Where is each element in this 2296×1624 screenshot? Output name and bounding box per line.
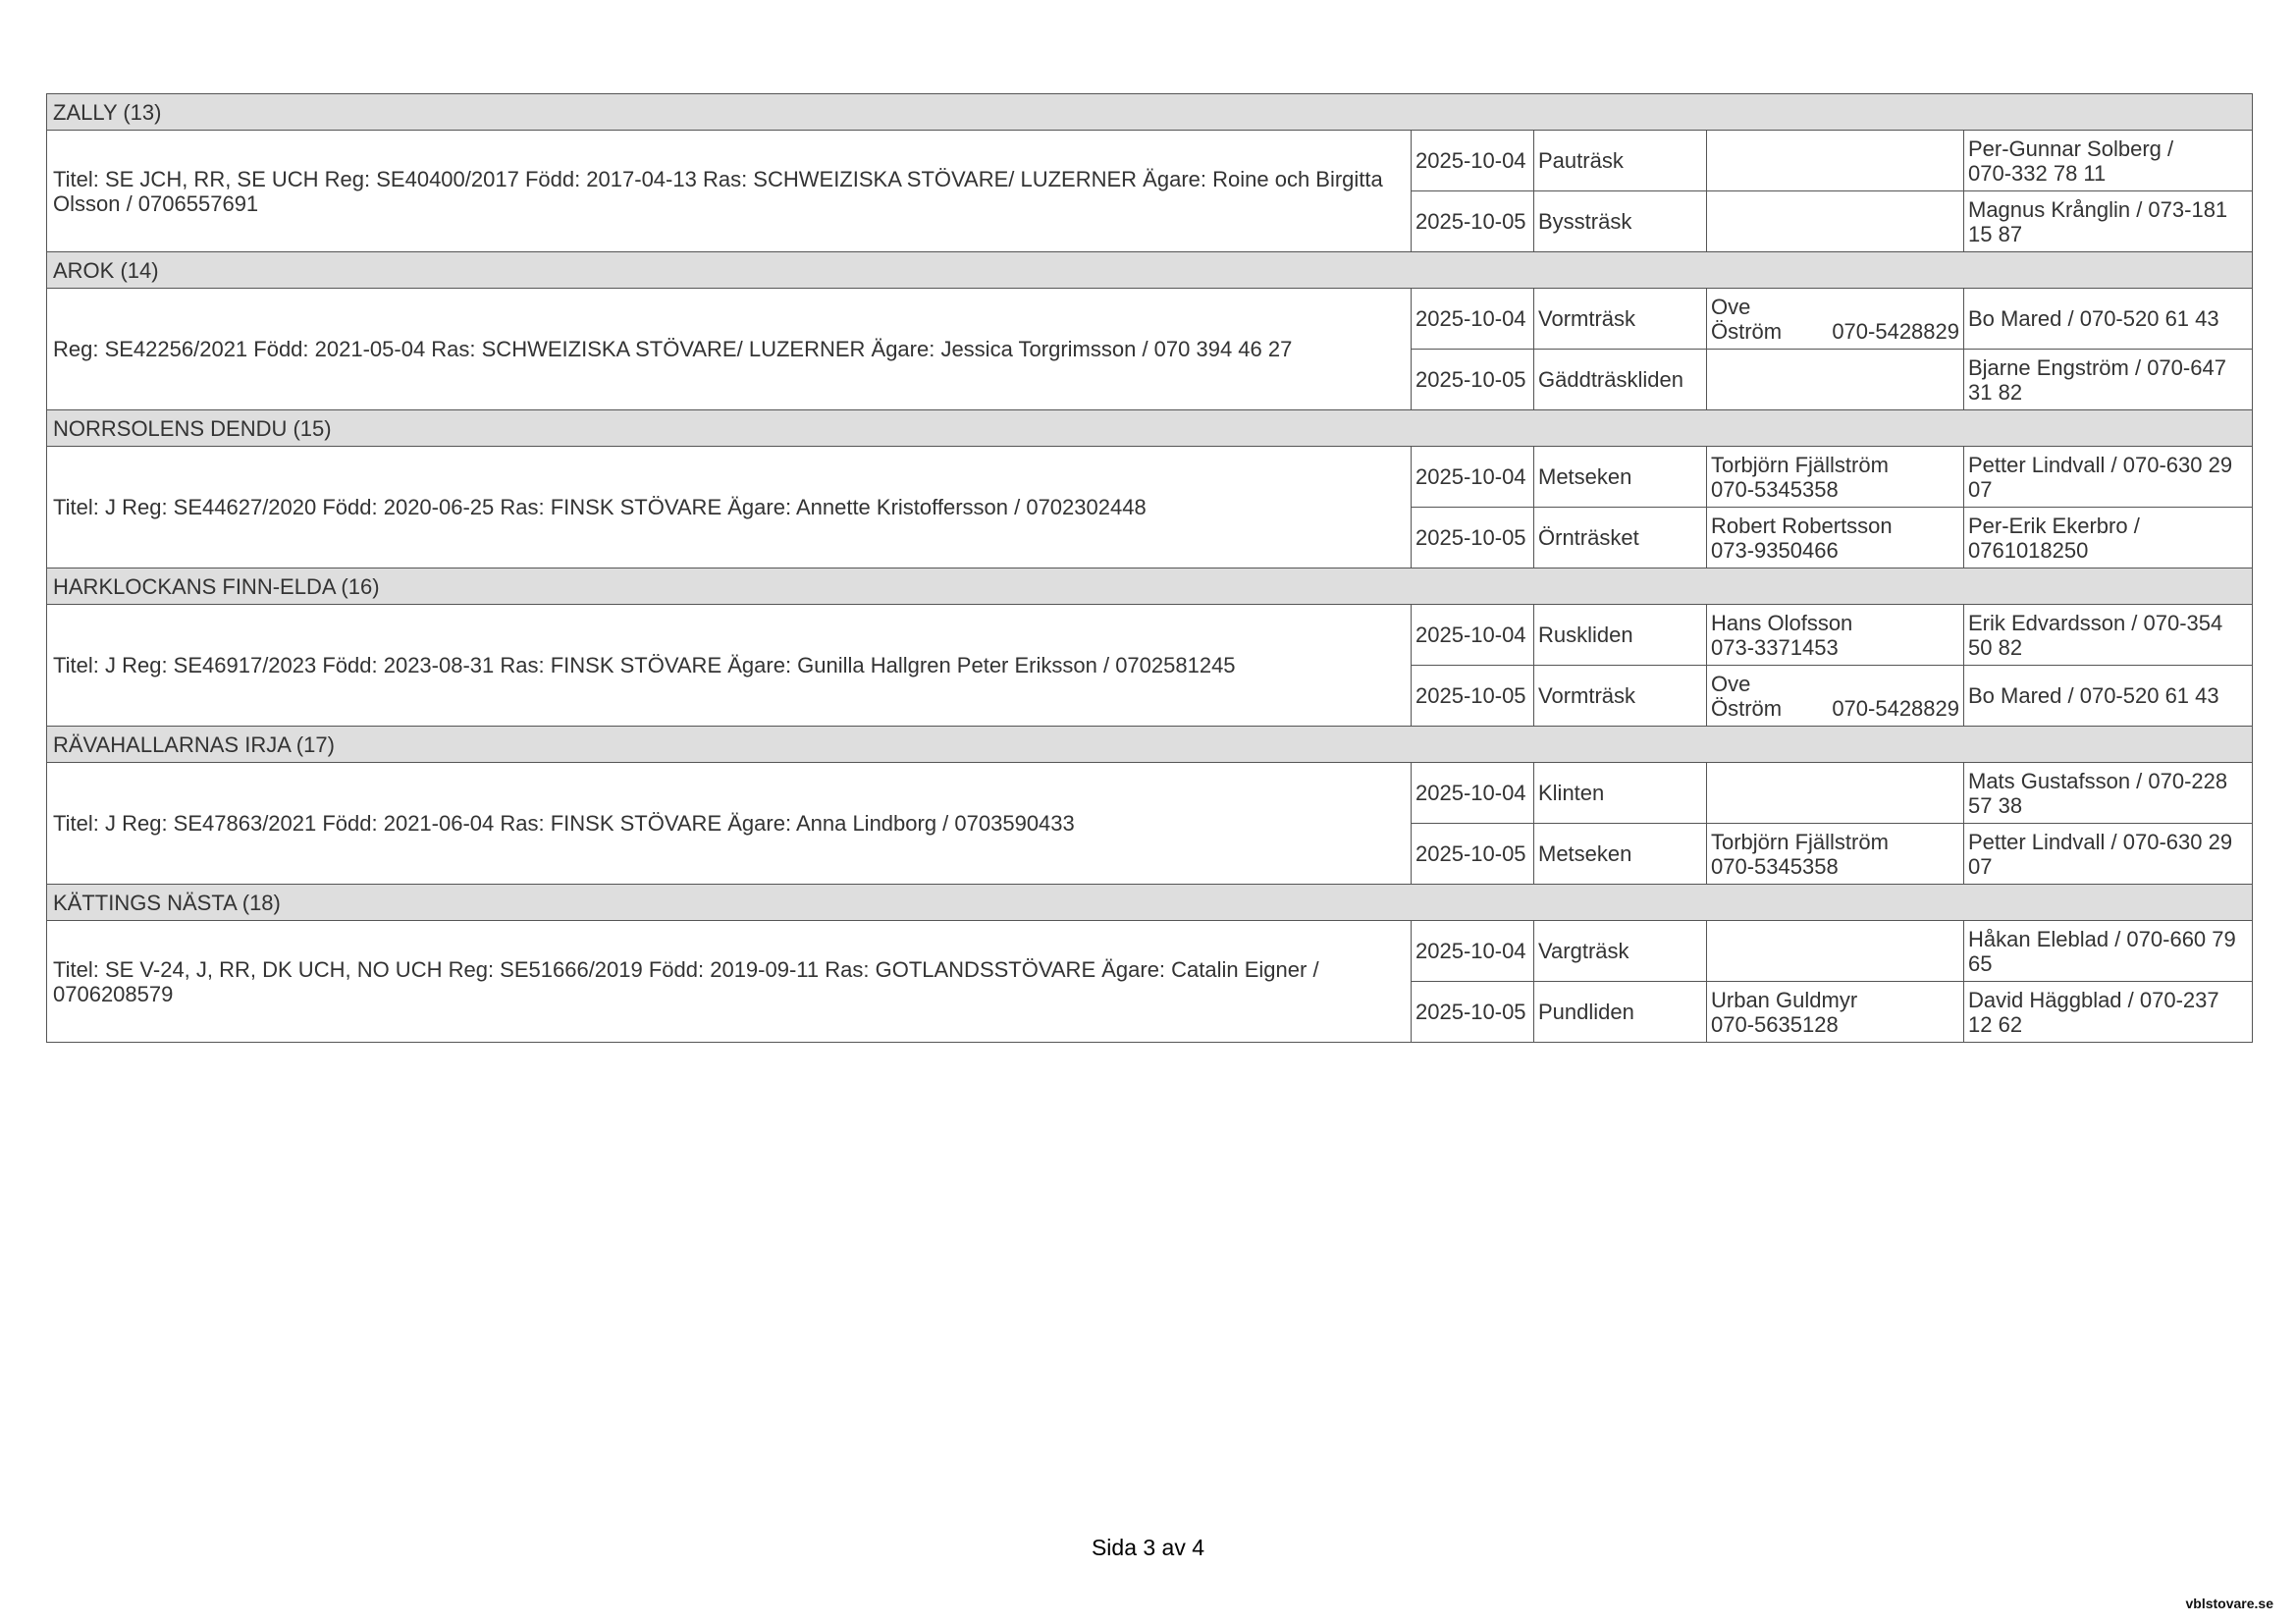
trial-row: [47, 605, 2253, 666]
judge-cell: [1707, 921, 1964, 982]
judge-cell: [1707, 982, 1964, 1043]
contact-cell: [1964, 605, 2253, 666]
contact-cell: [1964, 763, 2253, 824]
trial-date: 2025-10-05: [1412, 982, 1534, 1043]
judge-name: Robert Robertsson: [1711, 513, 1893, 538]
contact-line: 15 87: [1968, 221, 2023, 246]
contact-line: 0761018250: [1968, 537, 2089, 563]
judge-phone: 070-5428829: [1832, 695, 1959, 721]
contact-line: 07: [1968, 853, 1993, 879]
dog-name-heading: NORRSOLENS DENDU (15): [47, 410, 2253, 447]
trial-date: 2025-10-04: [1412, 763, 1534, 824]
dog-header-row: [47, 94, 2253, 131]
dog-name-heading: RÄVAHALLARNAS IRJA (17): [47, 727, 2253, 763]
dog-header-row: [47, 727, 2253, 763]
judge-cell: [1707, 289, 1964, 350]
trial-date: 2025-10-04: [1412, 289, 1534, 350]
dog-name-heading: KÄTTINGS NÄSTA (18): [47, 885, 2253, 921]
judge-cell: [1707, 605, 1964, 666]
judge-phone: 070-5428829: [1832, 318, 1959, 344]
trial-place: Klinten: [1534, 763, 1707, 824]
contact-line: Mats Gustafsson / 070-228: [1968, 768, 2228, 793]
contact-line: 070-332 78 11: [1968, 160, 2107, 186]
judge-phone: 070-5345358: [1711, 476, 1839, 502]
trial-place: Vargträsk: [1534, 921, 1707, 982]
trial-date: 2025-10-05: [1412, 666, 1534, 727]
dog-header-row: [47, 885, 2253, 921]
page-number: Sida 3 av 4: [1091, 1535, 1205, 1560]
trial-place: Metseken: [1534, 824, 1707, 885]
contact-cell: [1964, 447, 2253, 508]
judge-cell: [1707, 666, 1964, 727]
contact-line: Per-Gunnar Solberg /: [1968, 135, 2174, 161]
dog-info-cell: Titel: J Reg: SE47863/2021 Född: 2021-06-04 Ras: FINSK STÖVARE Ägare: Anna Lindborg / 0703590433: [47, 763, 1412, 885]
judge-name: Urban Guldmyr: [1711, 987, 1858, 1012]
contact-line: Petter Lindvall / 070-630 29: [1968, 452, 2233, 477]
trial-date: 2025-10-05: [1412, 350, 1534, 410]
dog-name-heading: HARKLOCKANS FINN-ELDA (16): [47, 568, 2253, 605]
contact-line: 57 38: [1968, 792, 2023, 818]
trial-date: 2025-10-04: [1412, 921, 1534, 982]
site-watermark: vblstovare.se: [2185, 1596, 2273, 1611]
judge-surname-phone-line: [1711, 696, 1959, 721]
judge-surname-phone-line: [1711, 319, 1959, 344]
judge-last-name: Öström: [1711, 695, 1783, 721]
judge-first-name: Ove: [1711, 294, 1751, 319]
trial-date: 2025-10-04: [1412, 131, 1534, 191]
dog-info-cell: Titel: J Reg: SE44627/2020 Född: 2020-06-25 Ras: FINSK STÖVARE Ägare: Annette Kristoffersson / 0702302448: [47, 447, 1412, 568]
judge-name: Torbjörn Fjällström: [1711, 452, 1889, 477]
contact-line: 12 62: [1968, 1011, 2023, 1037]
judge-phone: 073-9350466: [1711, 537, 1839, 563]
judge-cell: [1707, 350, 1964, 410]
trial-date: 2025-10-05: [1412, 191, 1534, 252]
judge-cell: [1707, 763, 1964, 824]
dog-header-row: [47, 410, 2253, 447]
contact-line: 65: [1968, 950, 1993, 976]
judge-last-name: Öström: [1711, 318, 1783, 344]
trial-place: Ruskliden: [1534, 605, 1707, 666]
dog-name-heading: ZALLY (13): [47, 94, 2253, 131]
contact-cell: [1964, 508, 2253, 568]
trial-date: 2025-10-05: [1412, 824, 1534, 885]
contact-cell: [1964, 131, 2253, 191]
trial-place: Pundliden: [1534, 982, 1707, 1043]
contact-line: Bo Mared / 070-520 61 43: [1968, 683, 2219, 708]
trial-place: Byssträsk: [1534, 191, 1707, 252]
trial-schedule-table: [46, 93, 2253, 1043]
contact-line: Magnus Krånglin / 073-181: [1968, 196, 2228, 222]
dog-info-cell: Titel: SE V-24, J, RR, DK UCH, NO UCH Reg: SE51666/2019 Född: 2019-09-11 Ras: GOTLANDSSTÖVARE Ägare: Catalin Eigner / 0706208579: [47, 921, 1412, 1043]
dog-info-cell: Titel: SE JCH, RR, SE UCH Reg: SE40400/2017 Född: 2017-04-13 Ras: SCHWEIZISKA STÖVARE/ LUZERNER Ägare: Roine och Birgitta Olsson / 0706557691: [47, 131, 1412, 252]
trial-place: Örnträsket: [1534, 508, 1707, 568]
trial-row: [47, 447, 2253, 508]
contact-cell: [1964, 666, 2253, 727]
judge-cell: [1707, 191, 1964, 252]
contact-line: Erik Edvardsson / 070-354: [1968, 610, 2223, 635]
judge-cell: [1707, 131, 1964, 191]
trial-place: Vormträsk: [1534, 289, 1707, 350]
dog-info-cell: Reg: SE42256/2021 Född: 2021-05-04 Ras: SCHWEIZISKA STÖVARE/ LUZERNER Ägare: Jessica Torgrimsson / 070 394 46 27: [47, 289, 1412, 410]
trial-place: Pauträsk: [1534, 131, 1707, 191]
contact-cell: [1964, 289, 2253, 350]
dog-header-row: [47, 568, 2253, 605]
contact-cell: [1964, 921, 2253, 982]
contact-line: Bo Mared / 070-520 61 43: [1968, 306, 2219, 331]
trial-place: Gäddträskliden: [1534, 350, 1707, 410]
judge-cell: [1707, 508, 1964, 568]
contact-line: Bjarne Engström / 070-647: [1968, 354, 2226, 380]
contact-cell: [1964, 350, 2253, 410]
dog-name-heading: AROK (14): [47, 252, 2253, 289]
judge-phone: 070-5635128: [1711, 1011, 1839, 1037]
trial-row: [47, 921, 2253, 982]
dog-header-row: [47, 252, 2253, 289]
contact-cell: [1964, 982, 2253, 1043]
trial-row: [47, 131, 2253, 191]
trial-row: [47, 763, 2253, 824]
contact-cell: [1964, 824, 2253, 885]
contact-cell: [1964, 191, 2253, 252]
contact-line: 31 82: [1968, 379, 2023, 405]
contact-line: Petter Lindvall / 070-630 29: [1968, 829, 2233, 854]
dog-info-cell: Titel: J Reg: SE46917/2023 Född: 2023-08-31 Ras: FINSK STÖVARE Ägare: Gunilla Hallgren Peter Eriksson / 0702581245: [47, 605, 1412, 727]
contact-line: 07: [1968, 476, 1993, 502]
judge-name: Torbjörn Fjällström: [1711, 829, 1889, 854]
trial-place: Metseken: [1534, 447, 1707, 508]
contact-line: Håkan Eleblad / 070-660 79: [1968, 926, 2236, 951]
judge-phone: 073-3371453: [1711, 634, 1839, 660]
judge-phone: 070-5345358: [1711, 853, 1839, 879]
judge-first-name: Ove: [1711, 671, 1751, 696]
contact-line: Per-Erik Ekerbro /: [1968, 513, 2140, 538]
trial-row: [47, 289, 2253, 350]
judge-name: Hans Olofsson: [1711, 610, 1853, 635]
trial-place: Vormträsk: [1534, 666, 1707, 727]
contact-line: David Häggblad / 070-237: [1968, 987, 2219, 1012]
trial-date: 2025-10-05: [1412, 508, 1534, 568]
trial-date: 2025-10-04: [1412, 605, 1534, 666]
trial-date: 2025-10-04: [1412, 447, 1534, 508]
judge-cell: [1707, 447, 1964, 508]
judge-cell: [1707, 824, 1964, 885]
contact-line: 50 82: [1968, 634, 2023, 660]
